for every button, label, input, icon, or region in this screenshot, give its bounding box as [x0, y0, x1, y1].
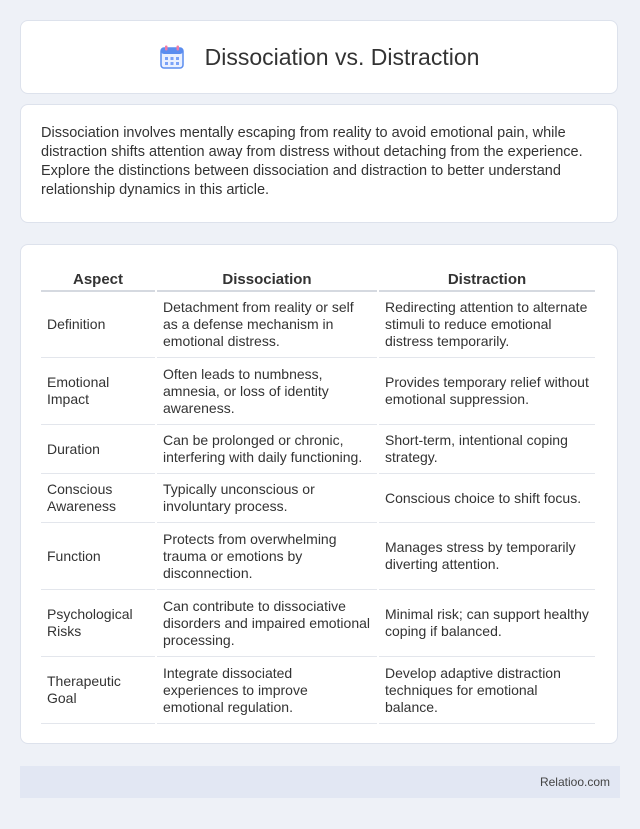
cell-distraction: Short-term, intentional coping strategy. — [379, 425, 595, 474]
footer-brand[interactable]: Relatioo.com — [539, 775, 610, 789]
cell-dissociation: Typically unconscious or involuntary process. — [157, 474, 377, 523]
table-row — [41, 292, 595, 358]
cell-distraction: Manages stress by temporarily diverting attention. — [379, 523, 595, 590]
intro-text: Dissociation involves mentally escaping from reality to avoid emotional pain, while distraction shifts attention away from distress without detaching from the experience. Explore the distinctions between dissociation and distraction to better understand relationship dynamics in this article. — [41, 125, 583, 198]
table-row — [41, 425, 595, 474]
table-row — [41, 474, 595, 523]
cell-distraction: Redirecting attention to alternate stimuli to reduce emotional distress temporarily. — [379, 292, 595, 358]
cell-distraction: Provides temporary relief without emotional suppression. — [379, 358, 595, 425]
cell-distraction: Minimal risk; can support healthy coping if balanced. — [379, 590, 595, 657]
cell-aspect: Conscious Awareness — [41, 474, 155, 523]
cell-aspect: Therapeutic Goal — [41, 657, 155, 724]
cell-dissociation: Can be prolonged or chronic, interfering with daily functioning. — [157, 425, 377, 474]
cell-aspect: Definition — [41, 292, 155, 358]
cell-distraction: Develop adaptive distraction techniques for emotional balance. — [379, 657, 595, 724]
cell-dissociation: Detachment from reality or self as a defense mechanism in emotional distress. — [157, 292, 377, 358]
title-card — [20, 20, 618, 94]
header-distraction: Distraction — [379, 266, 595, 292]
cell-aspect: Psychological Risks — [41, 590, 155, 657]
cell-distraction: Conscious choice to shift focus. — [379, 474, 595, 523]
cell-aspect: Emotional Impact — [41, 358, 155, 425]
table-row — [41, 590, 595, 657]
intro-card — [20, 104, 618, 223]
calendar-icon — [159, 44, 185, 70]
cell-dissociation: Integrate dissociated experiences to improve emotional regulation. — [157, 657, 377, 724]
page-title: Dissociation vs. Distraction — [204, 43, 480, 70]
cell-dissociation: Protects from overwhelming trauma or emotions by disconnection. — [157, 523, 377, 590]
cell-dissociation: Often leads to numbness, amnesia, or loss of identity awareness. — [157, 358, 377, 425]
footer — [20, 766, 620, 798]
cell-dissociation: Can contribute to dissociative disorders and impaired emotional processing. — [157, 590, 377, 657]
cell-aspect: Function — [41, 523, 155, 590]
cell-aspect: Duration — [41, 425, 155, 474]
header-aspect: Aspect — [41, 266, 155, 292]
table-row — [41, 358, 595, 425]
comparison-table-card — [20, 244, 618, 744]
table-row — [41, 657, 595, 724]
header-dissociation: Dissociation — [157, 266, 377, 292]
comparison-table — [39, 266, 597, 724]
table-row — [41, 523, 595, 590]
table-header-row — [41, 266, 595, 292]
